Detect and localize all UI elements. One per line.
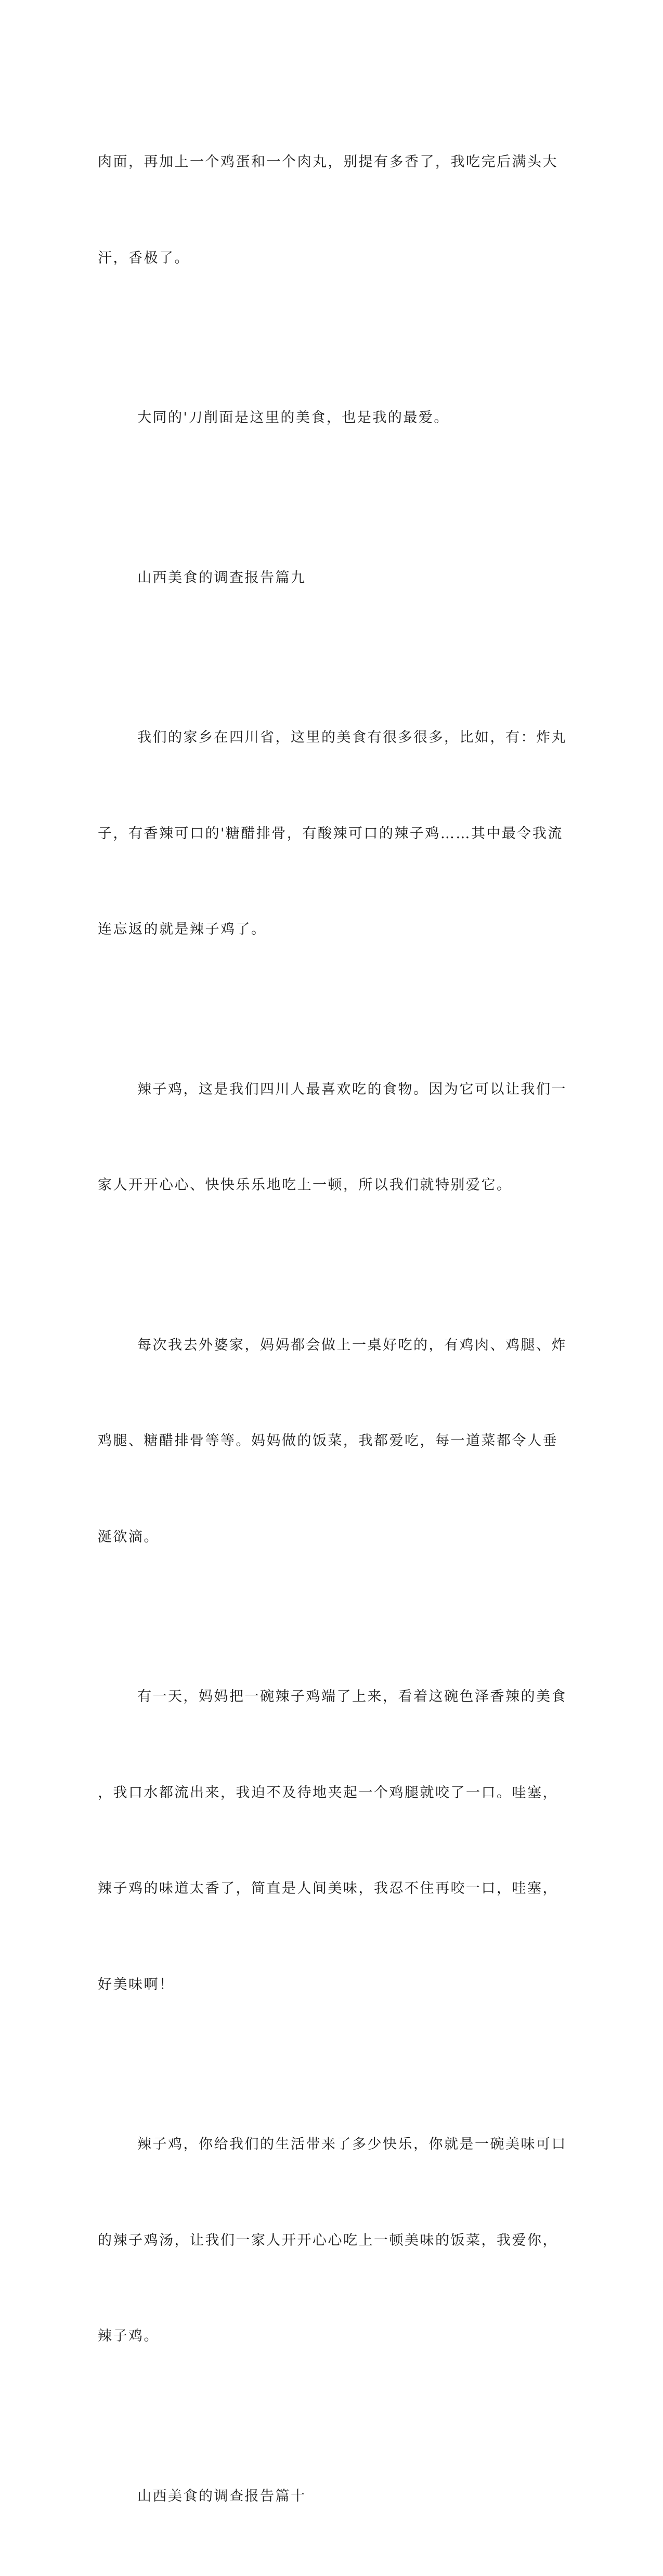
text-line: 有一天，妈妈把一碗辣子鸡端了上来，看着这碗色泽香辣的美食 <box>98 1681 566 1713</box>
paragraph <box>98 338 566 498</box>
paragraph <box>98 1617 566 2064</box>
text-line: 辣子鸡，你给我们的生活带来了多少快乐，你就是一碗美味可口 <box>98 2128 566 2161</box>
text-line: 连忘返的就是辣子鸡了。 <box>98 913 566 946</box>
text-line: 汗，香极了。 <box>98 242 566 274</box>
text-line: 辣子鸡，这是我们四川人最喜欢吃的食物。因为它可以让我们一 <box>98 1074 566 1106</box>
text-line: 我们的家乡在四川省，这里的美食有很多很多，比如，有：炸丸 <box>98 722 566 754</box>
text-line: 大同的'刀削面是这里的美食，也是我的最爱。 <box>98 402 566 434</box>
paragraph <box>98 1010 566 1265</box>
text-line: 鸡腿、糖醋排骨等等。妈妈做的饭菜，我都爱吃，每一道菜都令人垂 <box>98 1425 566 1457</box>
text-line: 家人开开心心、快快乐乐地吃上一顿，所以我们就特别爱它。 <box>98 1169 566 1201</box>
text-line: 肉面，再加上一个鸡蛋和一个肉丸，别提有多香了，我吃完后满头大 <box>98 146 566 178</box>
paragraph <box>98 82 566 338</box>
section-heading <box>98 498 566 658</box>
paragraph <box>98 2064 566 2416</box>
section-heading <box>98 2416 566 2576</box>
text-line: 辣子鸡的味道太香了，简直是人间美味，我忍不住再咬一口，哇塞， <box>98 1873 566 1905</box>
text-line: 涎欲滴。 <box>98 1521 566 1553</box>
text-line: 每次我去外婆家，妈妈都会做上一桌好吃的，有鸡肉、鸡腿、炸 <box>98 1329 566 1362</box>
text-line: 的辣子鸡汤，让我们一家人开开心心吃上一顿美味的饭菜，我爱你， <box>98 2225 566 2257</box>
text-line: ，我口水都流出来，我迫不及待地夹起一个鸡腿就咬了一口。哇塞， <box>98 1777 566 1809</box>
heading-text: 山西美食的调查报告篇九 <box>98 562 566 594</box>
paragraph <box>98 1265 566 1617</box>
document-page <box>0 0 663 858</box>
document-body <box>98 82 566 2576</box>
text-line: 辣子鸡。 <box>98 2320 566 2352</box>
paragraph <box>98 658 566 1010</box>
text-line: 子，有香辣可口的'糖醋排骨，有酸辣可口的辣子鸡……其中最令我流 <box>98 818 566 850</box>
text-line: 好美味啊！ <box>98 1969 566 2001</box>
heading-text: 山西美食的调查报告篇十 <box>98 2480 566 2513</box>
